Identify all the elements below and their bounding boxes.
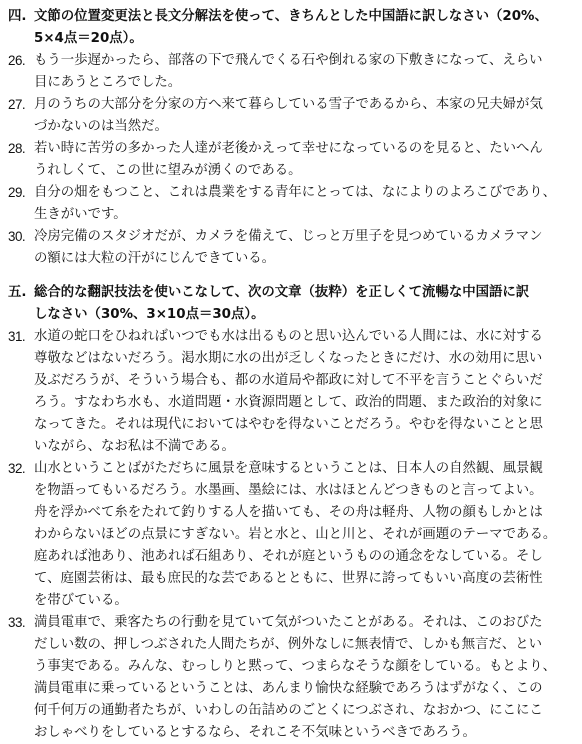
question-number: 32. <box>8 461 26 476</box>
text-line: 何千何万の通勤者たちが、いわしの缶詰めのごとくにつぶされ、なおかつ、にこにこ <box>34 703 543 718</box>
text-line: 生きがいです。 <box>34 207 127 222</box>
text-line: の額には大粒の汗がにじんできている。 <box>34 251 276 266</box>
instruction-line: しなさい（30%、3×10点＝30点）。 <box>34 307 265 322</box>
section-4-heading <box>8 6 572 50</box>
text-line: づかないのは当然だ。 <box>34 119 168 134</box>
text-line: 満員電車に乗っているということは、あんまり愉快な経験であろうはずがなく、この <box>34 681 543 696</box>
text-line: う事実である。みんな、むっしりと黙って、つまらなそうな顔をしている。もとより、 <box>34 659 556 674</box>
text-line: て、庭園芸術は、最も庶民的な芸であるとともに、世界に誇ってもいい高度の芸術性 <box>34 571 543 586</box>
question-text <box>34 612 572 744</box>
question-number: 26. <box>8 53 26 68</box>
question-number: 33. <box>8 615 26 630</box>
question-text <box>34 94 572 138</box>
question-number: 28. <box>8 141 26 156</box>
section-5-number: 五. <box>8 285 27 300</box>
instruction-line: 5×4点＝20点）。 <box>34 31 143 46</box>
text-line: 水道の蛇口をひねればいつでも水は出るものと思い込んでいる人間には、水に対する <box>34 329 543 344</box>
question-30 <box>8 226 572 270</box>
text-line: 月のうちの大部分を分家の方へ来て暮らしている雪子であるから、本家の兄夫婦が気 <box>34 97 543 112</box>
text-line: 山水ということばがただちに風景を意味するということは、日本人の自然観、風景観 <box>34 461 543 476</box>
text-line: 若い時に苦労の多かった人達が老後かえって幸せになっているのを見ると、たいへん <box>34 141 543 156</box>
question-26 <box>8 50 572 94</box>
text-line: うれしくて、この世に望みが湧くのである。 <box>34 163 302 178</box>
text-line: 満員電車で、乗客たちの行動を見ていて気がついたことがある。それは、このおびた <box>34 615 543 630</box>
question-text <box>34 138 572 182</box>
text-line: 尊敬などはないだろう。渇水期に水の出が乏しくなったときにだけ、水の効用に思い <box>34 351 543 366</box>
question-number: 27. <box>8 97 26 112</box>
text-line: ろう。すなわち水も、水道問題・水資源問題として、政治的問題、また政治的対象に <box>34 395 543 410</box>
question-28 <box>8 138 572 182</box>
text-line: 冷房完備のスタジオだが、カメラを備えて、じっと万里子を見つめているカメラマン <box>34 229 543 244</box>
text-line: もう一歩遅かったら、部落の下で飛んでくる石や倒れる家の下敷きになって、えらい <box>34 53 543 68</box>
question-number: 29. <box>8 185 26 200</box>
text-line: おしゃべりをしているとするなら、それこそ不気味というべきであろう。 <box>34 725 476 740</box>
text-line: を物語ってもいるだろう。水墨画、墨絵には、水はほとんどつきものと言ってよい。 <box>34 483 543 498</box>
section-4-number: 四. <box>8 9 27 24</box>
section-5-instructions <box>34 282 572 326</box>
question-31 <box>8 326 572 458</box>
question-33 <box>8 612 572 744</box>
section-5-heading <box>8 282 572 326</box>
text-line: 及ぶだろうが、そういう場合も、都の水道局や都政に対して不平を言うことぐらいだ <box>34 373 543 388</box>
text-line: 目にあうところでした。 <box>34 75 182 90</box>
question-29 <box>8 182 572 226</box>
question-32 <box>8 458 572 612</box>
text-line: を帯びている。 <box>34 593 128 608</box>
text-line: だしい数の、押しつぶされた人間たちが、例外なしに無表情で、しかも無言だ、とい <box>34 637 543 652</box>
text-line: 自分の畑をもつこと、これは農業をする青年にとっては、なによりのよろこびであり、 <box>34 185 556 200</box>
question-27 <box>8 94 572 138</box>
question-text <box>34 326 572 458</box>
section-4-instructions <box>34 6 572 50</box>
text-line: 庭あれば池あり、池あれば石組あり、それが庭というものの通念をなしている。そし <box>34 549 543 564</box>
text-line: いながら、なお私は不満である。 <box>34 439 235 454</box>
text-line: 舟を浮かべて糸をたれて釣りする人を描いても、その舟は軽舟、人物の顔もしかとは <box>34 505 543 520</box>
question-number: 31. <box>8 329 26 344</box>
text-line: わからないほどの点景にすぎない。岩と水と、山と川と、それが画題のテーマである。 <box>34 527 557 542</box>
instruction-line: 文節の位置変更法と長文分解法を使って、きちんとした中国語に訳しなさい（20%、 <box>34 9 548 24</box>
question-text <box>34 226 572 270</box>
question-text <box>34 458 572 612</box>
section-spacer <box>8 270 572 282</box>
instruction-line: 総合的な翻訳技法を使いこなして、次の文章（抜粋）を正しくて流暢な中国語に訳 <box>34 285 530 300</box>
question-number: 30. <box>8 229 26 244</box>
question-text <box>34 182 572 226</box>
question-text <box>34 50 572 94</box>
text-line: なってきた。それは現代においてはやむを得ないことだろう。やむを得ないことと思 <box>34 417 543 432</box>
